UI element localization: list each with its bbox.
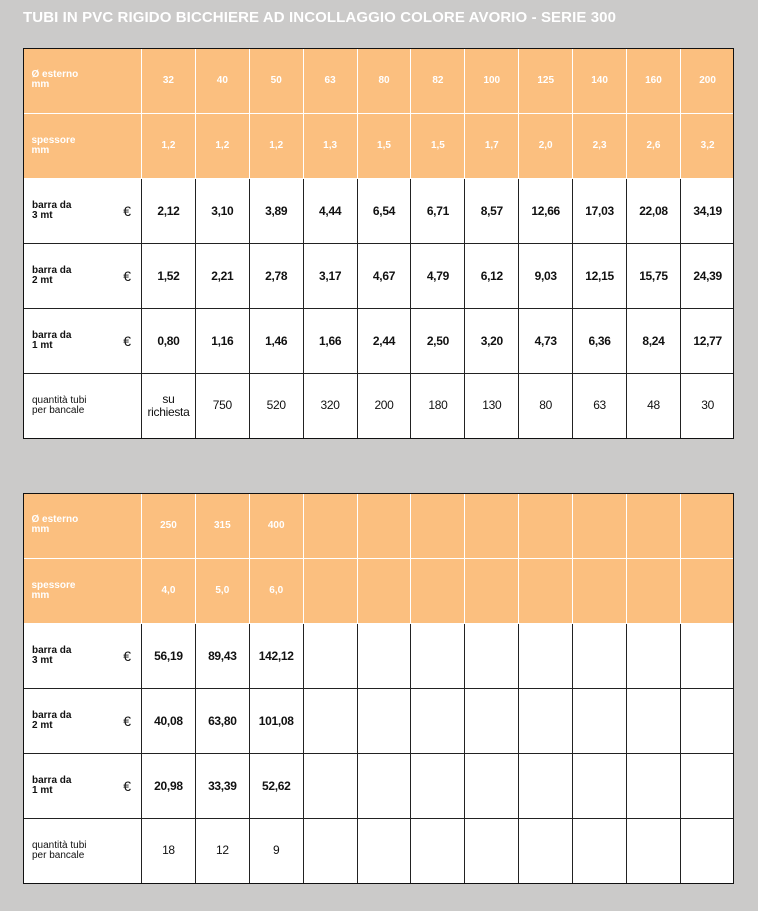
bar3-cell	[627, 623, 681, 688]
bar3-cell: 6,54	[357, 178, 411, 243]
qty-cell: 9	[249, 818, 303, 883]
bar1-cell	[519, 753, 573, 818]
bar1-cell: 2,44	[357, 308, 411, 373]
qty-cell	[357, 818, 411, 883]
thickness-cell	[627, 558, 681, 623]
bar2-cell: 9,03	[519, 243, 573, 308]
row-label	[24, 688, 142, 753]
row-label-line-2: mm	[31, 144, 50, 156]
thickness-cell: 1,3	[303, 113, 357, 178]
bar3-cell	[303, 623, 357, 688]
thickness-cell: 1,2	[142, 113, 196, 178]
bar-1mt-row	[24, 308, 735, 373]
bar3-cell	[573, 623, 627, 688]
qty-cell	[680, 818, 734, 883]
diameter-cell	[465, 493, 519, 558]
bar3-cell: 2,12	[142, 178, 196, 243]
thickness-cell	[573, 558, 627, 623]
qty-cell: 320	[303, 373, 357, 438]
qty-cell: 48	[627, 373, 681, 438]
diameter-cell	[519, 493, 573, 558]
row-label-line-2: 2 mt	[32, 719, 53, 731]
bar3-cell: 6,71	[411, 178, 465, 243]
qty-cell: 63	[573, 373, 627, 438]
diameter-cell: 140	[573, 48, 627, 113]
row-label-line-2: mm	[31, 589, 50, 601]
qty-cell: 750	[195, 373, 249, 438]
row-label-line-1: Ø esterno	[31, 69, 79, 81]
bar1-cell: 6,36	[573, 308, 627, 373]
thickness-cell: 1,7	[465, 113, 519, 178]
bar1-cell: 1,46	[249, 308, 303, 373]
row-label-line-1: quantità tubi	[32, 839, 87, 851]
bar1-cell: 3,20	[465, 308, 519, 373]
thickness-cell	[357, 558, 411, 623]
bar2-cell: 24,39	[680, 243, 734, 308]
diameter-cell	[680, 493, 734, 558]
bar1-cell	[680, 753, 734, 818]
thickness-cell	[680, 558, 734, 623]
bar1-cell: 12,77	[680, 308, 734, 373]
bar3-cell: 56,19	[142, 623, 196, 688]
diameter-cell	[411, 493, 465, 558]
bar3-cell: 22,08	[627, 178, 681, 243]
bar1-cell	[303, 753, 357, 818]
bar3-cell	[680, 623, 734, 688]
euro-symbol: €	[123, 712, 131, 729]
thickness-cell: 4,0	[142, 558, 196, 623]
bar2-cell: 4,79	[411, 243, 465, 308]
bar2-cell	[519, 688, 573, 753]
qty-cell	[627, 818, 681, 883]
row-label-line-2: 1 mt	[32, 784, 53, 796]
row-label	[24, 373, 142, 438]
qty-cell: su richiesta	[142, 373, 196, 438]
bar-3mt-row	[24, 623, 735, 688]
euro-symbol: €	[123, 267, 131, 284]
bar2-cell	[627, 688, 681, 753]
bar2-cell: 6,12	[465, 243, 519, 308]
row-label-line-1: barra da	[32, 774, 72, 786]
row-label	[24, 243, 142, 308]
bar-3mt-row	[24, 178, 735, 243]
diameter-cell: 125	[519, 48, 573, 113]
row-label-line-1: spessore	[31, 579, 76, 591]
bar3-cell	[519, 623, 573, 688]
qty-cell: 520	[249, 373, 303, 438]
row-label-line-2: mm	[31, 524, 50, 536]
bar3-cell: 8,57	[465, 178, 519, 243]
row-label	[24, 308, 142, 373]
row-label-line-2: per bancale	[32, 849, 85, 861]
diameter-cell	[573, 493, 627, 558]
euro-symbol: €	[123, 202, 131, 219]
bar1-cell	[465, 753, 519, 818]
diameter-cell: 160	[627, 48, 681, 113]
row-label-line-1: quantità tubi	[32, 394, 87, 406]
bar2-cell: 15,75	[627, 243, 681, 308]
euro-symbol: €	[123, 647, 131, 664]
qty-cell: 180	[411, 373, 465, 438]
thickness-cell	[411, 558, 465, 623]
diameter-cell: 40	[195, 48, 249, 113]
row-label-line-2: 2 mt	[32, 274, 53, 286]
thickness-cell	[465, 558, 519, 623]
bar3-cell: 89,43	[195, 623, 249, 688]
bar1-cell	[573, 753, 627, 818]
diameter-cell	[357, 493, 411, 558]
bar-2mt-row	[24, 243, 735, 308]
row-label	[24, 558, 142, 623]
thickness-cell: 1,5	[411, 113, 465, 178]
bar1-cell: 0,80	[142, 308, 196, 373]
bar-1mt-row	[24, 753, 735, 818]
diameter-cell	[627, 493, 681, 558]
diameter-cell: 250	[142, 493, 196, 558]
euro-symbol: €	[123, 777, 131, 794]
bar2-cell	[465, 688, 519, 753]
diameter-cell: 315	[195, 493, 249, 558]
qty-cell: 12	[195, 818, 249, 883]
bar1-cell	[627, 753, 681, 818]
qty-cell	[411, 818, 465, 883]
bar1-cell: 1,16	[195, 308, 249, 373]
thickness-cell: 2,3	[573, 113, 627, 178]
qty-cell	[519, 818, 573, 883]
qty-cell: 200	[357, 373, 411, 438]
diameter-cell: 80	[357, 48, 411, 113]
bar3-cell: 142,12	[249, 623, 303, 688]
diameter-row	[24, 48, 735, 113]
thickness-row	[24, 558, 735, 623]
qty-cell: 80	[519, 373, 573, 438]
thickness-cell	[519, 558, 573, 623]
bar2-cell: 63,80	[195, 688, 249, 753]
bar1-cell: 2,50	[411, 308, 465, 373]
row-label-line-1: spessore	[31, 134, 76, 146]
row-label	[24, 818, 142, 883]
bar1-cell: 1,66	[303, 308, 357, 373]
diameter-cell	[303, 493, 357, 558]
diameter-cell: 100	[465, 48, 519, 113]
thickness-cell: 3,2	[680, 113, 734, 178]
qty-cell	[465, 818, 519, 883]
row-label	[24, 113, 142, 178]
quantity-row	[24, 373, 735, 438]
page-title: TUBI IN PVC RIGIDO BICCHIERE AD INCOLLAGGIO COLORE AVORIO - SERIE 300	[23, 9, 617, 26]
price-table-1	[23, 48, 734, 438]
bar2-cell: 3,17	[303, 243, 357, 308]
bar1-cell	[411, 753, 465, 818]
bar1-cell: 33,39	[195, 753, 249, 818]
diameter-cell: 200	[680, 48, 734, 113]
bar2-cell: 40,08	[142, 688, 196, 753]
row-label	[24, 753, 142, 818]
bar2-cell: 2,78	[249, 243, 303, 308]
bar2-cell	[573, 688, 627, 753]
row-label	[24, 48, 142, 113]
bar1-cell: 20,98	[142, 753, 196, 818]
qty-cell: 18	[142, 818, 196, 883]
thickness-cell: 1,5	[357, 113, 411, 178]
thickness-cell: 1,2	[249, 113, 303, 178]
thickness-cell	[303, 558, 357, 623]
qty-cell: 130	[465, 373, 519, 438]
bar-2mt-row	[24, 688, 735, 753]
row-label-line-1: Ø esterno	[31, 514, 79, 526]
row-label	[24, 493, 142, 558]
bar1-cell: 52,62	[249, 753, 303, 818]
row-label-line-1: barra da	[32, 644, 72, 656]
quantity-row	[24, 818, 735, 883]
row-label-line-1: barra da	[32, 329, 72, 341]
bar2-cell	[357, 688, 411, 753]
bar1-cell: 4,73	[519, 308, 573, 373]
bar2-cell: 101,08	[249, 688, 303, 753]
diameter-cell: 32	[142, 48, 196, 113]
bar3-cell: 4,44	[303, 178, 357, 243]
diameter-cell: 63	[303, 48, 357, 113]
qty-cell: 30	[680, 373, 734, 438]
row-label-line-2: per bancale	[32, 404, 85, 416]
bar2-cell: 12,15	[573, 243, 627, 308]
bar3-cell: 3,89	[249, 178, 303, 243]
qty-cell	[573, 818, 627, 883]
thickness-row	[24, 113, 735, 178]
row-label-line-1: barra da	[32, 264, 72, 276]
thickness-cell: 6,0	[249, 558, 303, 623]
row-label-line-2: 3 mt	[32, 654, 53, 666]
thickness-cell: 5,0	[195, 558, 249, 623]
thickness-cell: 2,0	[519, 113, 573, 178]
bar3-cell: 34,19	[680, 178, 734, 243]
bar2-cell	[411, 688, 465, 753]
bar2-cell: 1,52	[142, 243, 196, 308]
bar1-cell	[357, 753, 411, 818]
row-label-line-2: 1 mt	[32, 339, 53, 351]
row-label-line-1: barra da	[32, 709, 72, 721]
row-label-line-1: barra da	[32, 199, 72, 211]
bar3-cell	[411, 623, 465, 688]
price-table-2	[23, 493, 734, 883]
row-label	[24, 623, 142, 688]
thickness-cell: 2,6	[627, 113, 681, 178]
euro-symbol: €	[123, 332, 131, 349]
bar3-cell: 12,66	[519, 178, 573, 243]
row-label	[24, 178, 142, 243]
bar2-cell	[680, 688, 734, 753]
bar3-cell: 17,03	[573, 178, 627, 243]
diameter-cell: 50	[249, 48, 303, 113]
bar3-cell	[357, 623, 411, 688]
diameter-cell: 82	[411, 48, 465, 113]
bar2-cell: 4,67	[357, 243, 411, 308]
bar2-cell	[303, 688, 357, 753]
bar3-cell	[465, 623, 519, 688]
qty-cell	[303, 818, 357, 883]
thickness-cell: 1,2	[195, 113, 249, 178]
row-label-line-2: 3 mt	[32, 209, 53, 221]
bar1-cell: 8,24	[627, 308, 681, 373]
diameter-row	[24, 493, 735, 558]
diameter-cell: 400	[249, 493, 303, 558]
row-label-line-2: mm	[31, 79, 50, 91]
bar2-cell: 2,21	[195, 243, 249, 308]
bar3-cell: 3,10	[195, 178, 249, 243]
